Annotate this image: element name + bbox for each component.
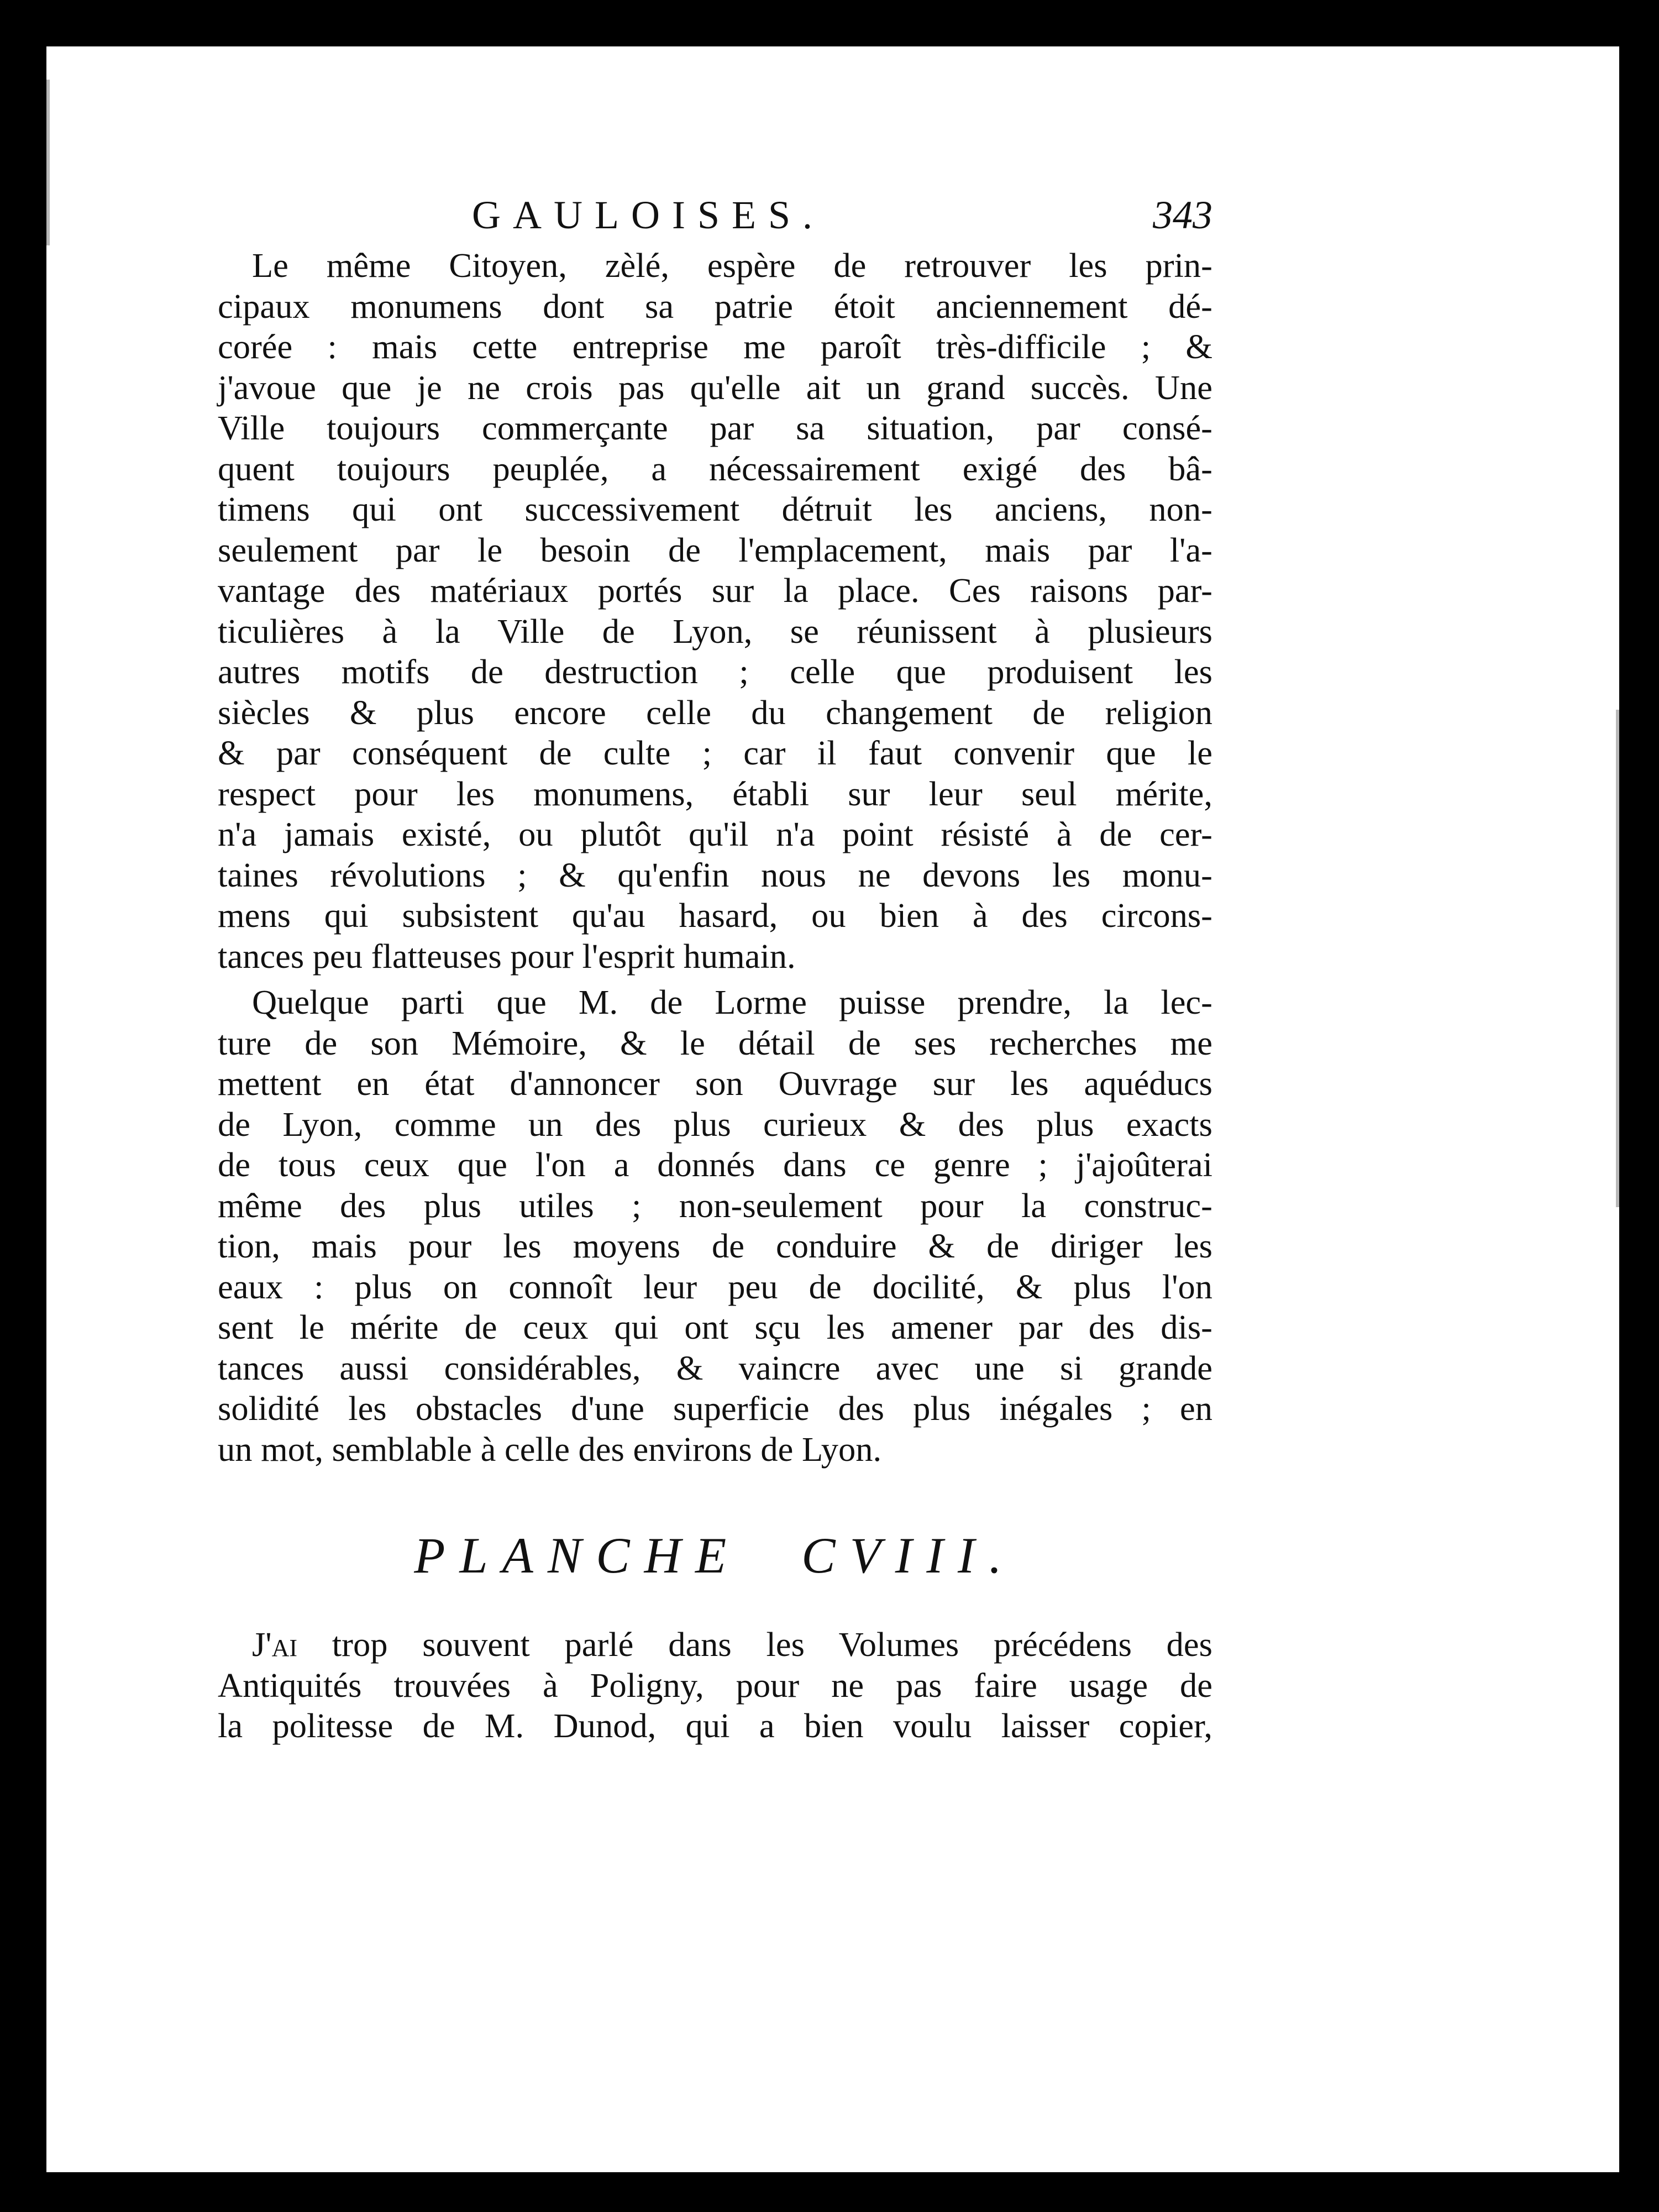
text-line: eaux : plus on connoît leur peu de docilité, & plus l'on — [218, 1267, 1212, 1306]
text-line: seulement par le besoin de l'emplacement, mais par l'a- — [218, 530, 1212, 569]
plate-heading-number: CVIII. — [801, 1527, 1016, 1584]
text-line: tion, mais pour les moyens de conduire & de diriger les — [218, 1226, 1212, 1265]
text-line: taines révolutions ; & qu'enfin nous ne devons les monu- — [218, 855, 1212, 894]
text-line: respect pour les monumens, établi sur leur seul mérite, — [218, 774, 1212, 813]
text-line: corée : mais cette entreprise me paroît très-difficile ; & — [218, 327, 1212, 366]
text-line: mettent en état d'annoncer son Ouvrage sur les aquéducs — [218, 1064, 1212, 1103]
text-line: mens qui subsistent qu'au hasard, ou bien à des circons- — [218, 896, 1212, 935]
text-line: autres motifs de destruction ; celle que produisent les — [218, 652, 1212, 691]
text-line: cipaux monumens dont sa patrie étoit anciennement dé- — [218, 286, 1212, 326]
plate-heading-label: PLANCHE — [414, 1527, 741, 1584]
text-line: de tous ceux que l'on a donnés dans ce genre ; j'ajoûterai — [218, 1145, 1212, 1184]
text-line: vantage des matériaux portés sur la place. Ces raisons par- — [218, 571, 1212, 610]
text-line: solidité les obstacles d'une superficie des plus inégales ; en — [218, 1389, 1212, 1428]
text-line: la politesse de M. Dunod, qui a bien voulu laisser copier, — [218, 1706, 1212, 1745]
text-line: de Lyon, comme un des plus curieux & des plus exacts — [218, 1104, 1212, 1144]
text-line: & par conséquent de culte ; car il faut convenir que le — [218, 733, 1212, 772]
text-line: timens qui ont successivement détruit les anciens, non- — [218, 490, 1212, 528]
page-text — [218, 185, 1212, 1747]
opening-word: J'ai — [252, 1625, 298, 1664]
paragraph-2 — [218, 982, 1212, 1470]
text-line: ticulières à la Ville de Lyon, se réunissent à plusieurs — [218, 611, 1212, 651]
text-line: sent le mérite de ceux qui ont sçu les amener par des dis- — [218, 1308, 1212, 1346]
text-line: même des plus utiles ; non-seulement pour la construc- — [218, 1186, 1212, 1225]
scan-edge-mark — [46, 80, 50, 245]
text-line: n'a jamais existé, ou plutôt qu'il n'a point résisté à de cer- — [218, 815, 1212, 853]
scan-edge-mark — [1616, 710, 1619, 1207]
paragraph-1 — [218, 245, 1212, 977]
first-line-text: trop souvent parlé dans les Volumes précédens des — [297, 1625, 1212, 1664]
text-line: Ville toujours commerçante par sa situation, par consé- — [218, 408, 1212, 447]
paragraph-3 — [218, 1624, 1212, 1747]
text-line: j'avoue que je ne crois pas qu'elle ait un grand succès. Une — [218, 368, 1212, 407]
plate-heading — [218, 1508, 1212, 1602]
text-line: un mot, semblable à celle des environs de Lyon. — [218, 1429, 882, 1469]
running-head-title: GAULOISES. — [472, 193, 825, 237]
running-head — [218, 185, 1212, 245]
text-line: tances peu flatteuses pour l'esprit humain. — [218, 936, 796, 976]
text-line: Quelque parti que M. de Lorme puisse prendre, la lec- — [252, 983, 1212, 1021]
text-line: quent toujours peuplée, a nécessairement exigé des bâ- — [218, 449, 1212, 488]
book-page — [46, 46, 1619, 2172]
text-line: Le même Citoyen, zèlé, espère de retrouver les prin- — [252, 246, 1212, 285]
text-line — [218, 1624, 1212, 1665]
page-number: 343 — [1153, 193, 1212, 237]
text-line: ture de son Mémoire, & le détail de ses recherches me — [218, 1023, 1212, 1062]
text-line: Antiquités trouvées à Poligny, pour ne pas faire usage de — [218, 1665, 1212, 1705]
text-line: siècles & plus encore celle du changement de religion — [218, 693, 1212, 732]
text-line: tances aussi considérables, & vaincre avec une si grande — [218, 1348, 1212, 1387]
